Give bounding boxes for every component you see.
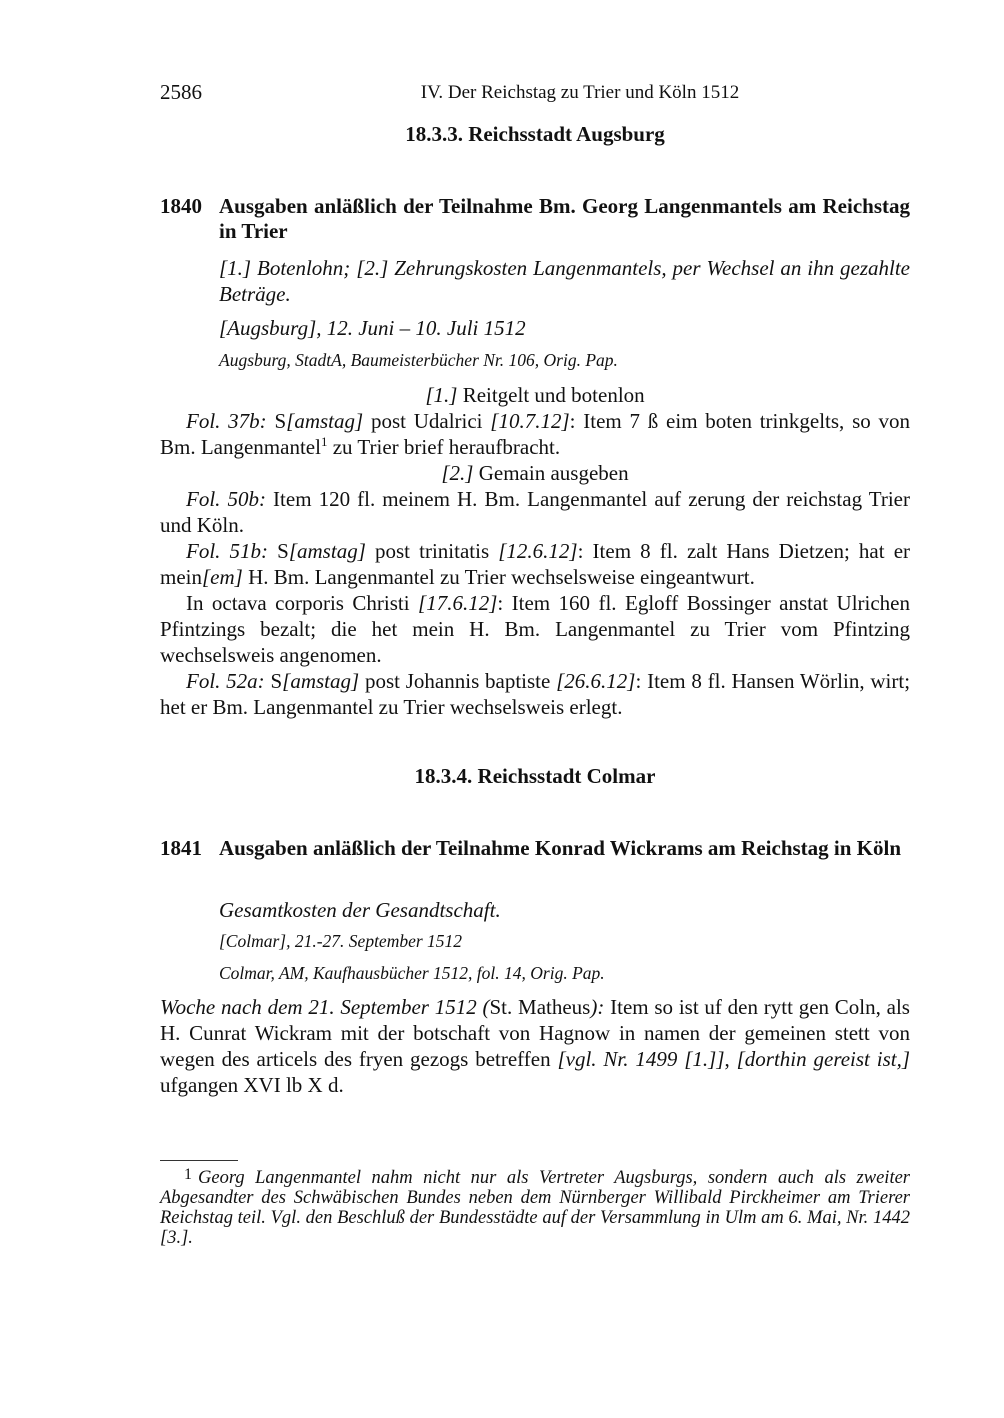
part-label: [2.] bbox=[441, 461, 474, 485]
folio-ref: Fol. 50b: bbox=[186, 487, 266, 511]
entry-fol-37b bbox=[160, 408, 910, 460]
running-head: IV. Der Reichstag zu Trier und Köln 1512 bbox=[420, 82, 740, 103]
paragraph: Fol. 50b: Item 120 fl. meinem H. Bm. Langenmantel auf zerung der reichstag Trier und Köln. bbox=[160, 487, 911, 537]
document-title-text: Ausgaben anläßlich der Teilnahme Bm. Georg Langenmantels am Reichstag in Trier bbox=[219, 194, 910, 243]
document-source: Colmar, AM, Kaufhausbücher 1512, fol. 14, Orig. Pap. bbox=[219, 963, 605, 983]
document-summary: Gesamtkosten der Gesandtschaft. bbox=[219, 898, 501, 922]
part-label: [1.] bbox=[425, 383, 458, 407]
footnote-ref[interactable]: 1 bbox=[320, 434, 328, 449]
footnote-mark: 1 bbox=[184, 1166, 192, 1183]
section-heading-colmar: 18.3.4. Reichsstadt Colmar bbox=[414, 764, 656, 788]
document-title-text: Ausgaben anläßlich der Teilnahme Konrad Wickrams am Reichstag in Köln bbox=[219, 836, 902, 860]
paragraph: Fol. 37b: S[amstag] post Udalrici [10.7.12]: Item 7 ß eim boten trinkgelts, so von Bm. Langenmantel$^1$ zu Trier brief heraufbracht. bbox=[160, 409, 911, 459]
document-source: Augsburg, StadtA, Baumeisterbücher Nr. 106, Orig. Pap. bbox=[219, 350, 618, 370]
cross-reference: [vgl. Nr. 1499 [1.]] bbox=[557, 1047, 725, 1071]
date-ref: [17.6.12] bbox=[418, 591, 498, 615]
entry-colmar bbox=[160, 994, 910, 1098]
date-ref: [26.6.12] bbox=[556, 669, 636, 693]
folio-ref: Fol. 37b: bbox=[186, 409, 267, 433]
document-number: 1841 bbox=[160, 836, 202, 860]
document-number: 1840 bbox=[160, 194, 202, 218]
section-heading-augsburg: 18.3.3. Reichsstadt Augsburg bbox=[405, 122, 665, 146]
footnote-rule bbox=[160, 1160, 238, 1161]
document-summary: [1.] Botenlohn; [2.] Zehrungskosten Langenmantels, per Wechsel an ihn gezahlte Beträge. bbox=[219, 256, 910, 306]
folio-ref: Fol. 52a: bbox=[186, 669, 265, 693]
paragraph: In octava corporis Christi [17.6.12]: Item 160 fl. Egloff Bossinger anstat Ulrichen Pfintzings bezalt; die het mein H. Bm. Langenmantel zu Trier vom Pfintzing wechselsweis angenomen. bbox=[160, 591, 911, 667]
document-date: [Augsburg], 12. Juni – 10. Juli 1512 bbox=[219, 316, 526, 340]
date-ref: [12.6.12] bbox=[498, 539, 578, 563]
part-title: Gemain ausgeben bbox=[473, 461, 629, 485]
part-heading-2 bbox=[160, 460, 910, 486]
date-ref: [10.7.12] bbox=[490, 409, 570, 433]
part-heading-1 bbox=[160, 382, 910, 408]
folio-ref: Fol. 51b: bbox=[186, 539, 269, 563]
paragraph: Fol. 51b: S[amstag] post trinitatis [12.6.12]: Item 8 fl. zalt Hans Dietzen; hat er mein[em] H. Bm. Langenmantel zu Trier wechselsweise eingeantwurt. bbox=[160, 539, 911, 589]
page-number: 2586 bbox=[160, 80, 202, 104]
part-title: Reitgelt und botenlon bbox=[457, 383, 645, 407]
footnote bbox=[160, 1165, 910, 1248]
paragraph: Fol. 52a: S[amstag] post Johannis baptiste [26.6.12]: Item 8 fl. Hansen Wörlin, wirt; het er Bm. Langenmantel zu Trier wechselsweis erlegt. bbox=[160, 669, 911, 719]
footnote-text: Georg Langenmantel nahm nicht nur als Vertreter Augsburgs, sondern auch als zweiter Abgesandter des Schwäbischen Bundes neben dem Nürnberger Willibald Pirckheimer am Trierer Reichstag teil. Vgl. den Beschluß der Bundesstädte auf der Versammlung in Ulm am 6. Mai, Nr. 1442 [3.]. bbox=[160, 1168, 910, 1248]
page bbox=[160, 0, 910, 1418]
entries-part-2 bbox=[160, 486, 910, 720]
document-title-1841 bbox=[160, 836, 910, 861]
page-header bbox=[160, 80, 910, 108]
document-date: [Colmar], 21.-27. September 1512 bbox=[219, 931, 463, 951]
document-title-1840 bbox=[160, 194, 910, 244]
paragraph: Woche nach dem 21. September 1512 (St. Matheus): Item so ist uf den rytt gen Coln, als H. Cunrat Wickram mit der botschaft von Hagnow in namen der gemeinen stett von wegen des articels des fryen gezogs betreffen [vgl. Nr. 1499 [1.]], [dorthin gereist ist,] ufgangen XVI lb X d. bbox=[160, 995, 910, 1097]
